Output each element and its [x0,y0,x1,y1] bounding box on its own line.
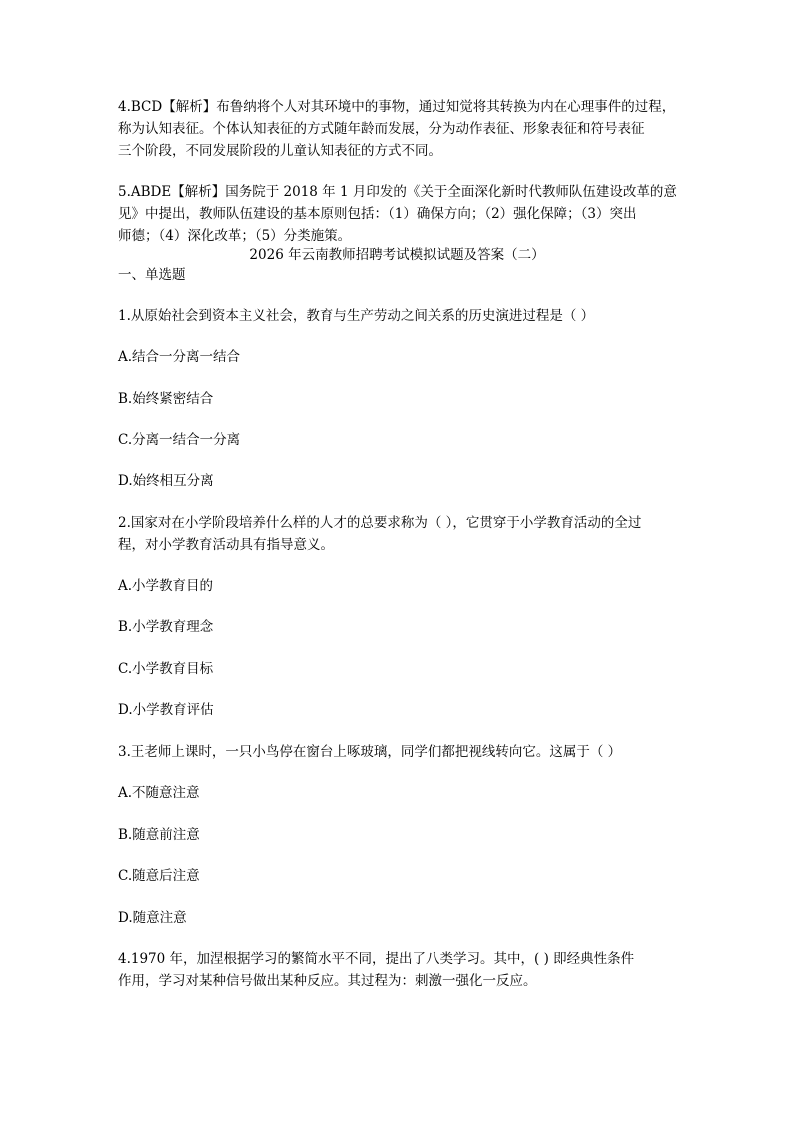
question-3-option-d: D.随意注意 [118,910,187,926]
question-3-stem: 3.王老师上课时，一只小鸟停在窗台上啄玻璃，同学们都把视线转向它。这属于（ ） [118,744,622,760]
answer-4-line-2: 称为认知表征。个体认知表征的方式随年龄而发展，分为动作表征、形象表征和符号表征 [118,121,645,137]
question-1-option-a: A.结合一分离一结合 [118,349,241,365]
section-heading: 一、单选题 [118,267,186,283]
question-3-option-c: C.随意后注意 [118,868,200,884]
answer-5-line-3: 师德；（4）深化改革；（5）分类施策。 [118,228,352,244]
question-1-option-b: B.始终紧密结合 [118,391,214,407]
question-2-stem-line-2: 程，对小学教育活动具有指导意义。 [118,537,334,553]
answer-4-line-3: 三个阶段，不同发展阶段的儿童认知表征的方式不同。 [118,143,442,159]
question-2-option-b: B.小学教育理念 [118,619,214,635]
question-4-stem-line-1: 4.1970 年，加涅根据学习的繁简水平不同，提出了八类学习。其中，( ) 即经典性条件 [118,951,635,967]
question-3-option-a: A.不随意注意 [118,785,200,801]
question-2-option-c: C.小学教育目标 [118,661,214,677]
answer-5-line-1: 5.ABDE【解析】国务院于 2018 年 1 月印发的《关于全面深化新时代教师队伍建设改革的意 [118,184,677,200]
answer-5-line-2: 见》中提出，教师队伍建设的基本原则包括：（1）确保方向；（2）强化保障；（3）突出 [118,206,637,222]
exam-title: 2026 年云南教师招聘考试模拟试题及答案（二） [249,247,545,263]
question-3-option-b: B.随意前注意 [118,827,200,843]
question-2-option-a: A.小学教育目的 [118,578,214,594]
question-1-option-d: D.始终相互分离 [118,473,214,489]
question-1-stem: 1.从原始社会到资本主义社会，教育与生产劳动之间关系的历史演进过程是（ ） [118,308,595,324]
answer-4-line-1: 4.BCD【解析】布鲁纳将个人对其环境中的事物，通过知觉将其转换为内在心理事件的过程， [118,99,676,115]
question-2-option-d: D.小学教育评估 [118,702,214,718]
question-1-option-c: C.分离一结合一分离 [118,432,241,448]
question-4-stem-line-2: 作用，学习对某种信号做出某种反应。其过程为：刺激一强化一反应。 [118,973,537,989]
question-2-stem-line-1: 2.国家对在小学阶段培养什么样的人才的总要求称为（ ），它贯穿于小学教育活动的全过 [118,515,642,531]
